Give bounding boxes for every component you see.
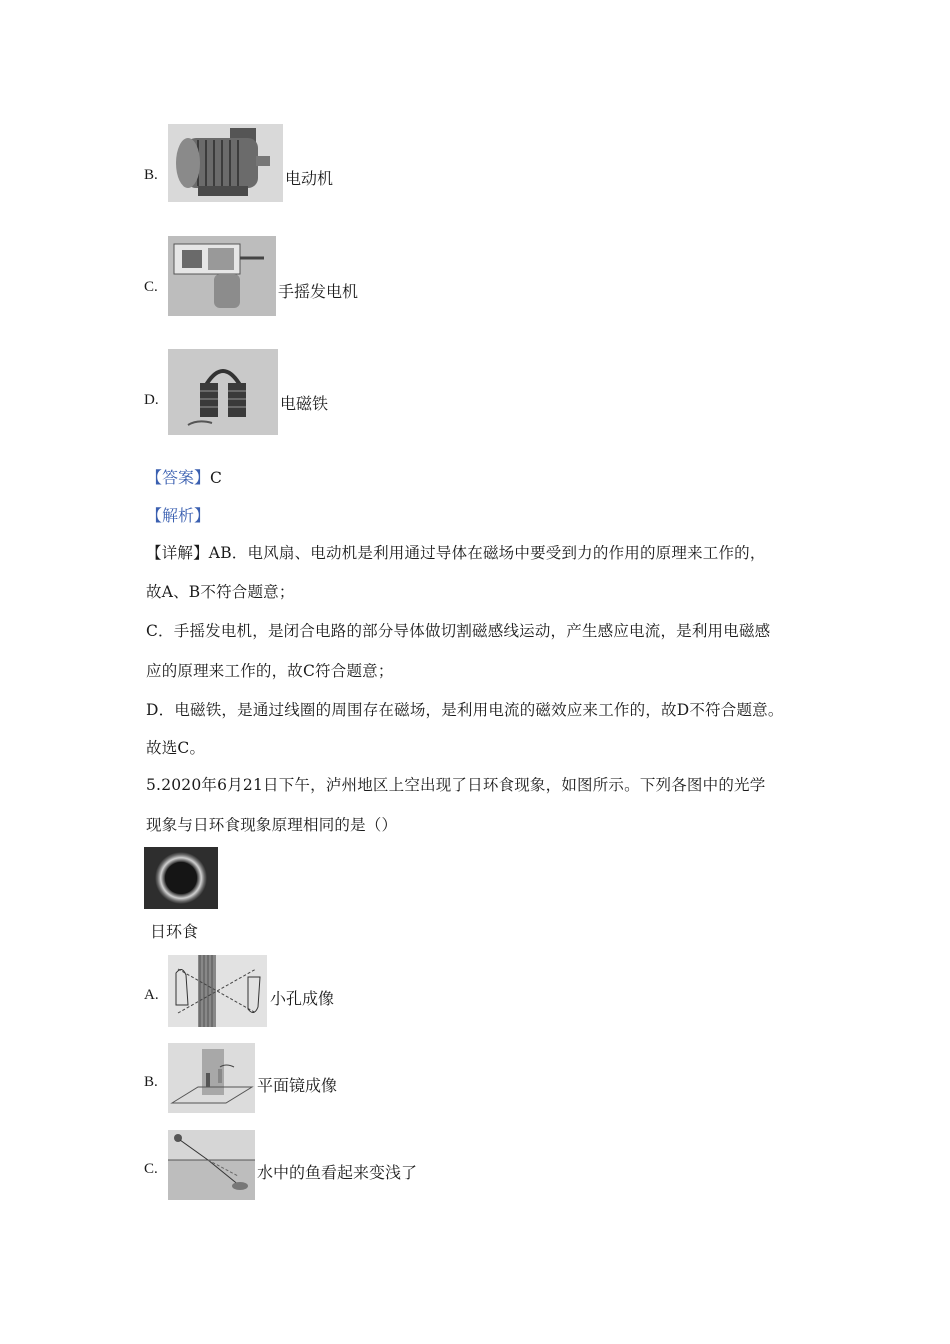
annular-eclipse-photo [144, 847, 218, 909]
q5-option-letter-c: C. [144, 1161, 158, 1177]
answer-value: C [210, 469, 223, 487]
plane-mirror-imaging-diagram [168, 1043, 255, 1113]
analysis-line-6: 故选C。 [146, 739, 206, 757]
pinhole-imaging-diagram [168, 955, 267, 1027]
analysis-line-3: C．手摇发电机，是闭合电路的部分导体做切割磁感线运动，产生感应电流，是利用电磁感 [146, 622, 771, 640]
answer-line [146, 465, 222, 488]
answer-label: 【答案】 [146, 468, 211, 487]
analysis-label: 【解析】 [146, 506, 211, 525]
option-caption-c: 手摇发电机 [278, 282, 359, 301]
option-caption-d: 电磁铁 [280, 394, 329, 413]
q5-option-caption-b: 平面镜成像 [257, 1076, 338, 1095]
option-letter-d: D. [144, 392, 159, 408]
analysis-line-1: 【详解】AB．电风扇、电动机是利用通过导体在磁场中要受到力的作用的原理来工作的， [146, 544, 766, 562]
option-letter-b: B. [144, 167, 158, 183]
electric-motor-photo [168, 124, 283, 202]
analysis-line-4: 应的原理来工作的，故C符合题意； [146, 662, 394, 680]
q5-option-caption-a: 小孔成像 [270, 989, 335, 1008]
hand-crank-generator-photo [168, 236, 276, 316]
fish-in-water-diagram [168, 1130, 255, 1200]
q5-option-caption-c: 水中的鱼看起来变浅了 [257, 1163, 418, 1182]
option-caption-b: 电动机 [285, 169, 334, 188]
question-5-stem-line-2: 现象与日环食现象原理相同的是（） [146, 816, 398, 834]
electromagnet-photo [168, 349, 278, 435]
option-letter-c: C. [144, 279, 158, 295]
figure-caption: 日环食 [150, 922, 199, 941]
q5-option-letter-b: B. [144, 1074, 158, 1090]
question-5-stem-line-1: 5.2020年6月21日下午，泸州地区上空出现了日环食现象，如图所示。下列各图中的光学 [146, 776, 766, 794]
q5-option-letter-a: A. [144, 987, 159, 1003]
analysis-line-5: D．电磁铁，是通过线圈的周围存在磁场，是利用电流的磁效应来工作的，故D不符合题意。 [146, 701, 784, 719]
analysis-line-2: 故A、B不符合题意； [146, 583, 295, 601]
